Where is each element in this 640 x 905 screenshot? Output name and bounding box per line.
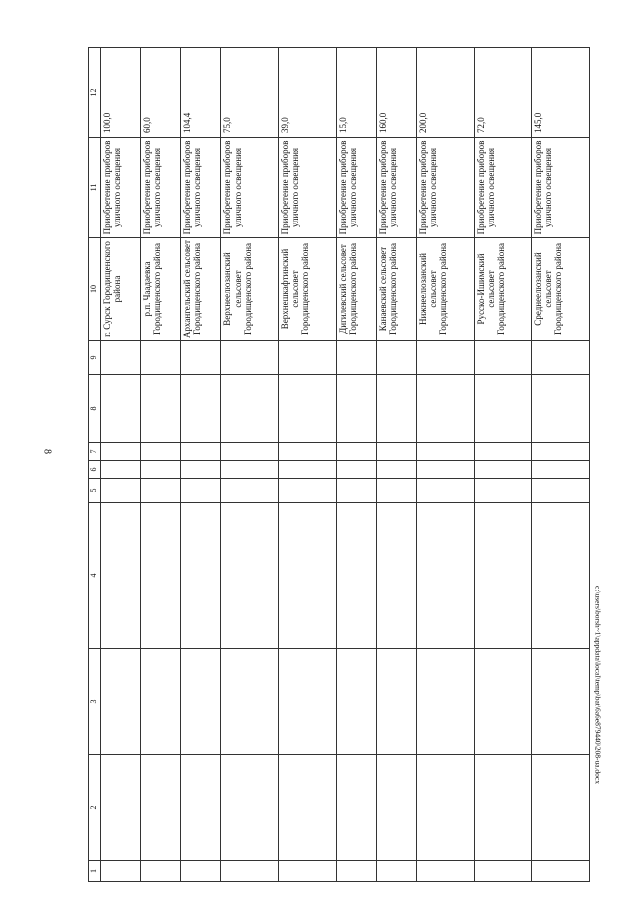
- amount-cell: 200,0: [417, 48, 475, 138]
- recipient-cell: Верхнеелюзанский сельсовет Городищенского района: [221, 238, 279, 341]
- empty-cell: [101, 375, 141, 443]
- empty-cell: [376, 461, 416, 479]
- table-row: [221, 48, 279, 882]
- empty-cell: [221, 479, 279, 503]
- empty-cell: [474, 861, 532, 882]
- empty-cell: [376, 479, 416, 503]
- column-number: 1: [89, 861, 101, 882]
- empty-cell: [532, 649, 590, 755]
- empty-cell: [376, 341, 416, 375]
- purpose-cell: Приобретение приборов уличного освещения: [417, 138, 475, 238]
- amount-cell: 75,0: [221, 48, 279, 138]
- empty-cell: [279, 479, 337, 503]
- recipient-cell: Нижнеелюзанский сельсовет Городищенского района: [417, 238, 475, 341]
- empty-cell: [376, 649, 416, 755]
- column-number: 5: [89, 479, 101, 503]
- empty-cell: [417, 443, 475, 461]
- empty-cell: [336, 649, 376, 755]
- amount-cell: 145,0: [532, 48, 590, 138]
- empty-cell: [181, 375, 221, 443]
- recipient-cell: Дигилевский сельсовет Городищенского района: [336, 238, 376, 341]
- empty-cell: [141, 649, 181, 755]
- empty-cell: [474, 341, 532, 375]
- empty-cell: [336, 461, 376, 479]
- empty-cell: [279, 649, 337, 755]
- table-row: [474, 48, 532, 882]
- table-row: [279, 48, 337, 882]
- column-number: 2: [89, 755, 101, 861]
- empty-cell: [532, 375, 590, 443]
- amount-cell: 104,4: [181, 48, 221, 138]
- empty-cell: [336, 341, 376, 375]
- empty-cell: [417, 341, 475, 375]
- recipient-cell: Среднеелюзанский сельсовет Городищенского района: [532, 238, 590, 341]
- recipient-cell: Архангельский сельсовет Городищенского района: [181, 238, 221, 341]
- column-number: 11: [89, 138, 101, 238]
- empty-cell: [141, 443, 181, 461]
- page-number: 8: [41, 449, 53, 454]
- empty-cell: [279, 503, 337, 649]
- empty-cell: [474, 755, 532, 861]
- purpose-cell: Приобретение приборов уличного освещения: [376, 138, 416, 238]
- recipient-cell: р.п. Чаадаевка Городищенского района: [141, 238, 181, 341]
- table-row: [532, 48, 590, 882]
- empty-cell: [417, 861, 475, 882]
- purpose-cell: Приобретение приборов уличного освещения: [101, 138, 141, 238]
- recipient-cell: Русско-Ишимский сельсовет Городищенского района: [474, 238, 532, 341]
- table-row: [417, 48, 475, 882]
- empty-cell: [376, 375, 416, 443]
- column-number: 6: [89, 461, 101, 479]
- column-number: 10: [89, 238, 101, 341]
- amount-cell: 39,0: [279, 48, 337, 138]
- empty-cell: [279, 341, 337, 375]
- empty-cell: [532, 461, 590, 479]
- empty-cell: [474, 479, 532, 503]
- amount-cell: 160,0: [376, 48, 416, 138]
- empty-cell: [417, 461, 475, 479]
- empty-cell: [181, 461, 221, 479]
- empty-cell: [474, 375, 532, 443]
- empty-cell: [376, 755, 416, 861]
- empty-cell: [101, 755, 141, 861]
- empty-cell: [532, 479, 590, 503]
- column-number-row: [89, 48, 101, 882]
- column-number: 4: [89, 503, 101, 649]
- empty-cell: [532, 503, 590, 649]
- empty-cell: [101, 861, 141, 882]
- purpose-cell: Приобретение приборов уличного освещения: [141, 138, 181, 238]
- empty-cell: [532, 341, 590, 375]
- column-number: 9: [89, 341, 101, 375]
- empty-cell: [141, 755, 181, 861]
- amount-cell: 60,0: [141, 48, 181, 138]
- empty-cell: [376, 861, 416, 882]
- file-path-footer: [591, 520, 605, 850]
- empty-cell: [336, 375, 376, 443]
- empty-cell: [417, 479, 475, 503]
- empty-cell: [279, 755, 337, 861]
- empty-cell: [336, 861, 376, 882]
- empty-cell: [101, 443, 141, 461]
- empty-cell: [336, 503, 376, 649]
- empty-cell: [474, 443, 532, 461]
- empty-cell: [181, 341, 221, 375]
- empty-cell: [279, 861, 337, 882]
- empty-cell: [417, 375, 475, 443]
- empty-cell: [141, 375, 181, 443]
- purpose-cell: Приобретение приборов уличного освещения: [336, 138, 376, 238]
- purpose-cell: Приобретение приборов уличного освещения: [532, 138, 590, 238]
- empty-cell: [141, 341, 181, 375]
- empty-cell: [417, 503, 475, 649]
- budget-table-container: [88, 48, 590, 882]
- empty-cell: [141, 479, 181, 503]
- empty-cell: [417, 755, 475, 861]
- empty-cell: [336, 443, 376, 461]
- empty-cell: [279, 443, 337, 461]
- empty-cell: [101, 649, 141, 755]
- empty-cell: [181, 861, 221, 882]
- empty-cell: [141, 861, 181, 882]
- empty-cell: [181, 755, 221, 861]
- table-body: [89, 48, 590, 882]
- file-path-text: c:\users\borsh~1\appdata\local\temp\bat\6a6e879440\208-ua.docx: [593, 586, 603, 784]
- empty-cell: [474, 461, 532, 479]
- recipient-cell: Верхнешкафтинский сельсовет Городищенского района: [279, 238, 337, 341]
- table-row: [336, 48, 376, 882]
- empty-cell: [141, 503, 181, 649]
- empty-cell: [181, 649, 221, 755]
- recipient-cell: Канаевский сельсовет Городищенского района: [376, 238, 416, 341]
- empty-cell: [474, 503, 532, 649]
- empty-cell: [417, 649, 475, 755]
- empty-cell: [221, 341, 279, 375]
- purpose-cell: Приобретение приборов уличного освещения: [474, 138, 532, 238]
- empty-cell: [376, 443, 416, 461]
- empty-cell: [181, 503, 221, 649]
- purpose-cell: Приобретение приборов уличного освещения: [279, 138, 337, 238]
- empty-cell: [181, 479, 221, 503]
- empty-cell: [221, 461, 279, 479]
- empty-cell: [279, 375, 337, 443]
- empty-cell: [279, 461, 337, 479]
- empty-cell: [101, 479, 141, 503]
- empty-cell: [532, 443, 590, 461]
- empty-cell: [141, 461, 181, 479]
- purpose-cell: Приобретение приборов уличного освещения: [181, 138, 221, 238]
- empty-cell: [474, 649, 532, 755]
- amount-cell: 72,0: [474, 48, 532, 138]
- column-number: 12: [89, 48, 101, 138]
- amount-cell: 15,0: [336, 48, 376, 138]
- empty-cell: [101, 503, 141, 649]
- empty-cell: [181, 443, 221, 461]
- budget-table: [88, 47, 590, 882]
- empty-cell: [336, 755, 376, 861]
- column-number: 8: [89, 375, 101, 443]
- table-row: [181, 48, 221, 882]
- empty-cell: [221, 861, 279, 882]
- empty-cell: [101, 461, 141, 479]
- empty-cell: [336, 479, 376, 503]
- empty-cell: [532, 861, 590, 882]
- empty-cell: [532, 755, 590, 861]
- column-number: 7: [89, 443, 101, 461]
- empty-cell: [376, 503, 416, 649]
- empty-cell: [221, 375, 279, 443]
- purpose-cell: Приобретение приборов уличного освещения: [221, 138, 279, 238]
- empty-cell: [221, 649, 279, 755]
- table-row: [376, 48, 416, 882]
- amount-cell: 100,0: [101, 48, 141, 138]
- empty-cell: [221, 503, 279, 649]
- empty-cell: [221, 755, 279, 861]
- empty-cell: [101, 341, 141, 375]
- empty-cell: [221, 443, 279, 461]
- recipient-cell: г. Сурск Городищенского района: [101, 238, 141, 341]
- table-row: [101, 48, 141, 882]
- table-row: [141, 48, 181, 882]
- column-number: 3: [89, 649, 101, 755]
